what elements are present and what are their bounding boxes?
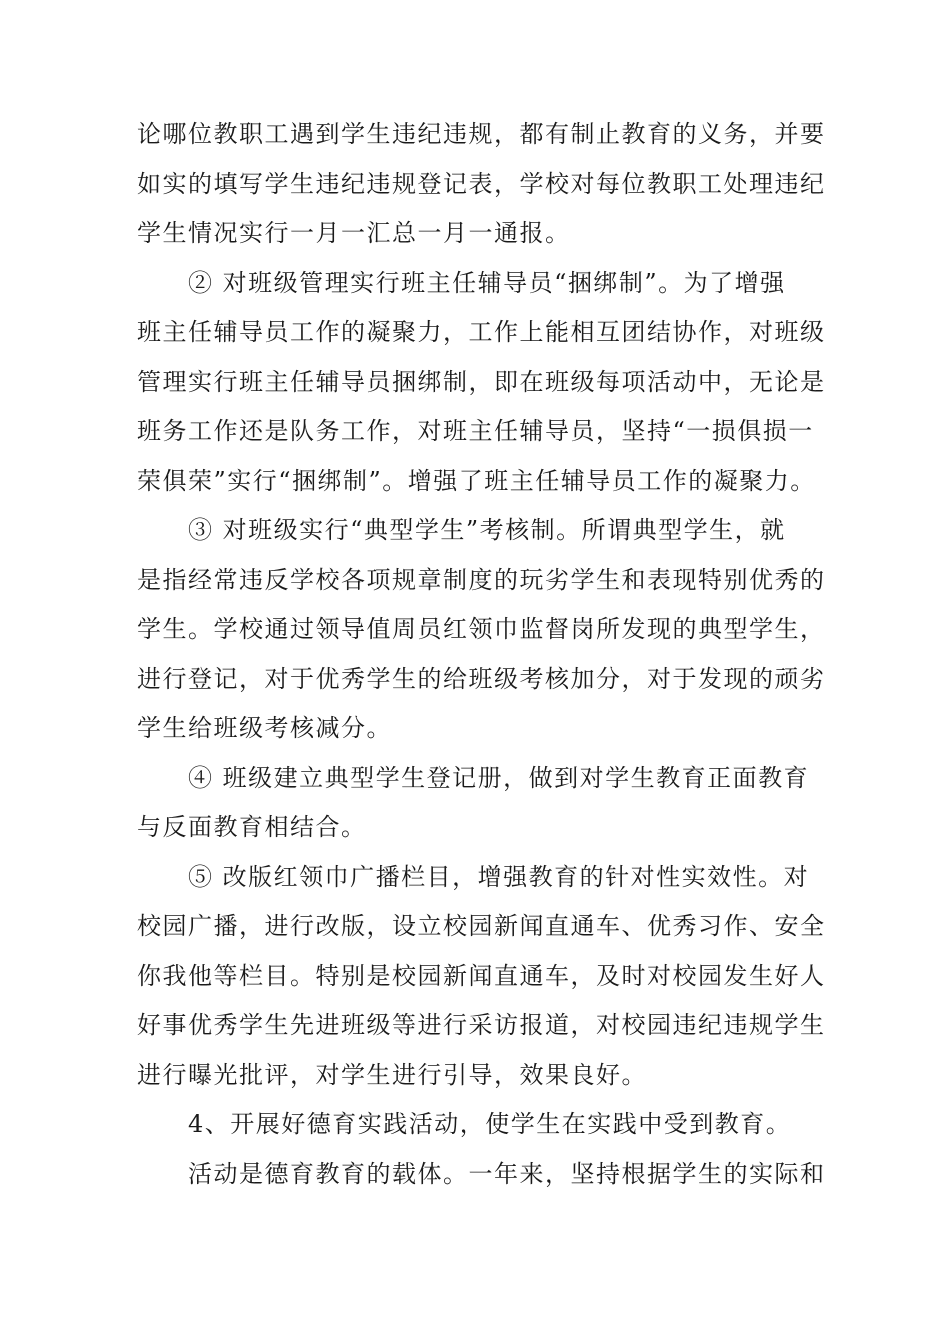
text-line: 与反面教育相结合。 (137, 813, 367, 841)
section-heading: 4、开展好德育实践活动，使学生在实践中受到教育。 (188, 1110, 792, 1138)
text-line: 是指经常违反学校各项规章制度的玩劣学生和表现特别优秀的 (137, 566, 826, 594)
text-line: 校园广播，进行改版，设立校园新闻直通车、优秀习作、安全 (137, 912, 826, 940)
text-line: 学生情况实行一月一汇总一月一通报。 (137, 219, 571, 247)
paragraph-item-5-start: ⑤ 改版红领巾广播栏目，增强教育的针对性实效性。对 (188, 863, 810, 891)
text-line: 荣俱荣”实行“捆绑制”。增强了班主任辅导员工作的凝聚力。 (137, 467, 816, 495)
paragraph-item-3-start: ③ 对班级实行“典型学生”考核制。所谓典型学生，就 (188, 516, 786, 544)
text-line: 如实的填写学生违纪违规登记表，学校对每位教职工处理违纪 (137, 170, 826, 198)
text-line: 论哪位教职工遇到学生违纪违规，都有制止教育的义务，并要 (137, 120, 826, 148)
text-line: 班务工作还是队务工作，对班主任辅导员，坚持“一损俱损一 (137, 417, 814, 445)
text-line: 管理实行班主任辅导员捆绑制，即在班级每项活动中，无论是 (137, 368, 826, 396)
paragraph-item-4-start: ④ 班级建立典型学生登记册，做到对学生教育正面教育 (188, 764, 810, 792)
text-line: 好事优秀学生先进班级等进行采访报道，对校园违纪违规学生 (137, 1011, 826, 1039)
paragraph-item-2-start: ② 对班级管理实行班主任辅导员“捆绑制”。为了增强 (188, 269, 786, 297)
text-line: 你我他等栏目。特别是校园新闻直通车，及时对校园发生好人 (137, 962, 826, 990)
paragraph-start: 活动是德育教育的载体。一年来，坚持根据学生的实际和 (188, 1160, 826, 1188)
text-line: 学生给班级考核减分。 (137, 714, 392, 742)
text-line: 班主任辅导员工作的凝聚力，工作上能相互团结协作，对班级 (137, 318, 826, 346)
text-line: 进行登记，对于优秀学生的给班级考核加分，对于发现的顽劣 (137, 665, 826, 693)
text-line: 学生。学校通过领导值周员红领巾监督岗所发现的典型学生， (137, 615, 826, 643)
text-line: 进行曝光批评，对学生进行引导，效果良好。 (137, 1061, 647, 1089)
